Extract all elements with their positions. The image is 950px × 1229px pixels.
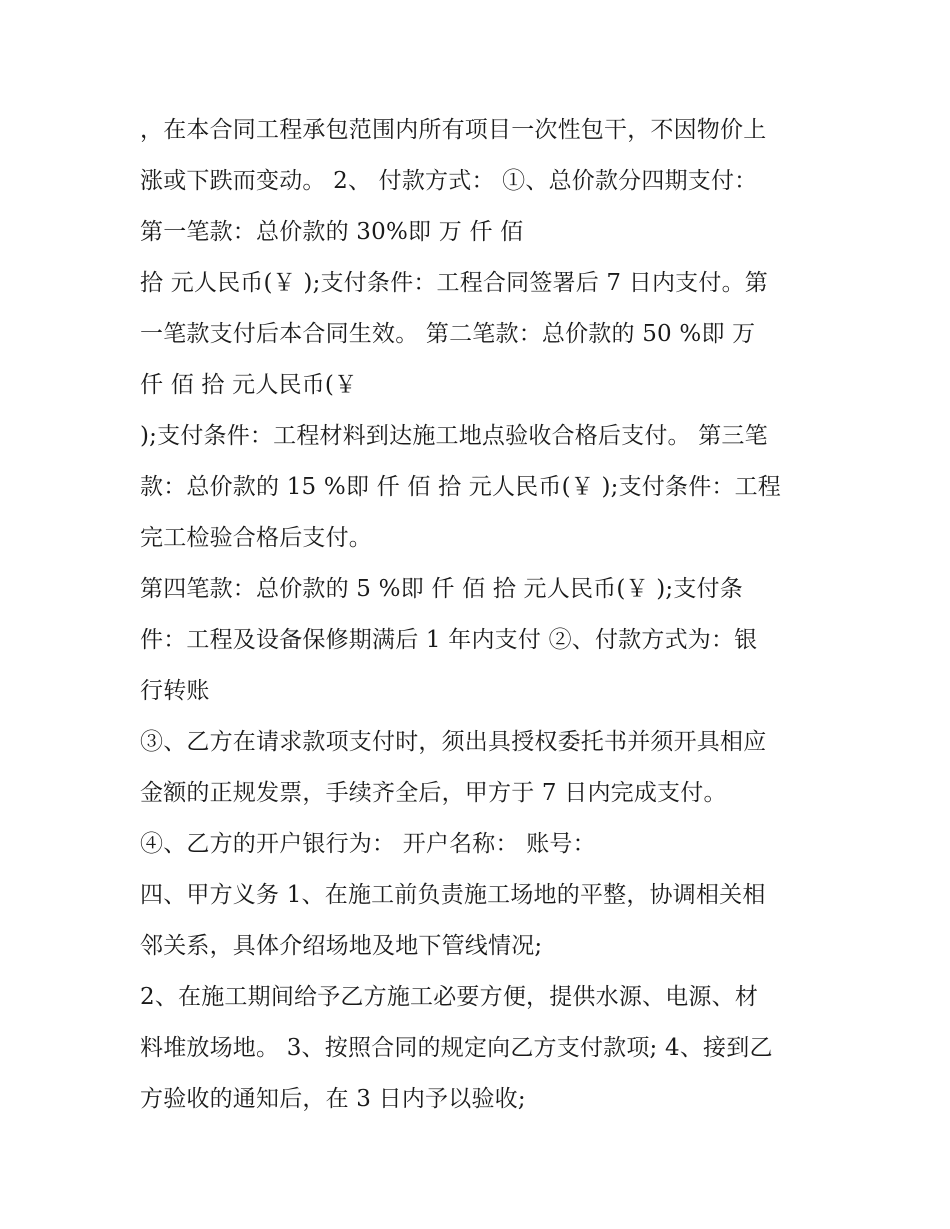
text-line: 一笔款支付后本合同生效。 第二笔款：总价款的 50 %即 万 (140, 321, 756, 347)
text-line: 第四笔款：总价款的 5 %即 仟 佰 拾 元人民币(￥ );支付条 (140, 576, 743, 602)
text-line: ，在本合同工程承包范围内所有项目一次性包干，不因物价上 (140, 117, 767, 143)
text-line: ④、乙方的开户银行为： 开户名称： 账号： (140, 831, 596, 857)
text-line: 邻关系，具体介绍场地及地下管线情况; (140, 933, 543, 959)
text-line: );支付条件：工程材料到达施工地点验收合格后支付。 第三笔 (140, 423, 768, 449)
text-line: 完工检验合格后支付。 (140, 525, 372, 551)
text-line: 料堆放场地。 3、按照合同的规定向乙方支付款项; 4、接到乙 (140, 1035, 773, 1061)
text-line: 拾 元人民币(￥ );支付条件：工程合同签署后 7 日内支付。第 (140, 270, 768, 296)
text-line: ③、乙方在请求款项支付时，须出具授权委托书并须开具相应 (140, 729, 767, 755)
text-line: 仟 佰 拾 元人民币(￥ (140, 372, 358, 398)
text-line: 涨或下跌而变动。 2、 付款方式： ①、总价款分四期支付： (140, 168, 758, 194)
text-line: 件：工程及设备保修期满后 1 年内支付 ②、付款方式为：银 (140, 627, 758, 653)
text-line: 行转账 (140, 678, 210, 704)
text-line: 四、甲方义务 1、在施工前负责施工场地的平整，协调相关相 (140, 882, 766, 908)
text-line: 第一笔款：总价款的 30%即 万 仟 佰 (140, 219, 524, 245)
text-line: 方验收的通知后，在 3 日内予以验收; (140, 1086, 526, 1112)
text-line: 款：总价款的 15 %即 仟 佰 拾 元人民币(￥ );支付条件：工程 (140, 474, 781, 500)
document-body (140, 105, 820, 1125)
text-line: 2、在施工期间给予乙方施工必要方便，提供水源、电源、材 (140, 984, 759, 1010)
text-line: 金额的正规发票，手续齐全后，甲方于 7 日内完成支付。 (140, 780, 727, 806)
